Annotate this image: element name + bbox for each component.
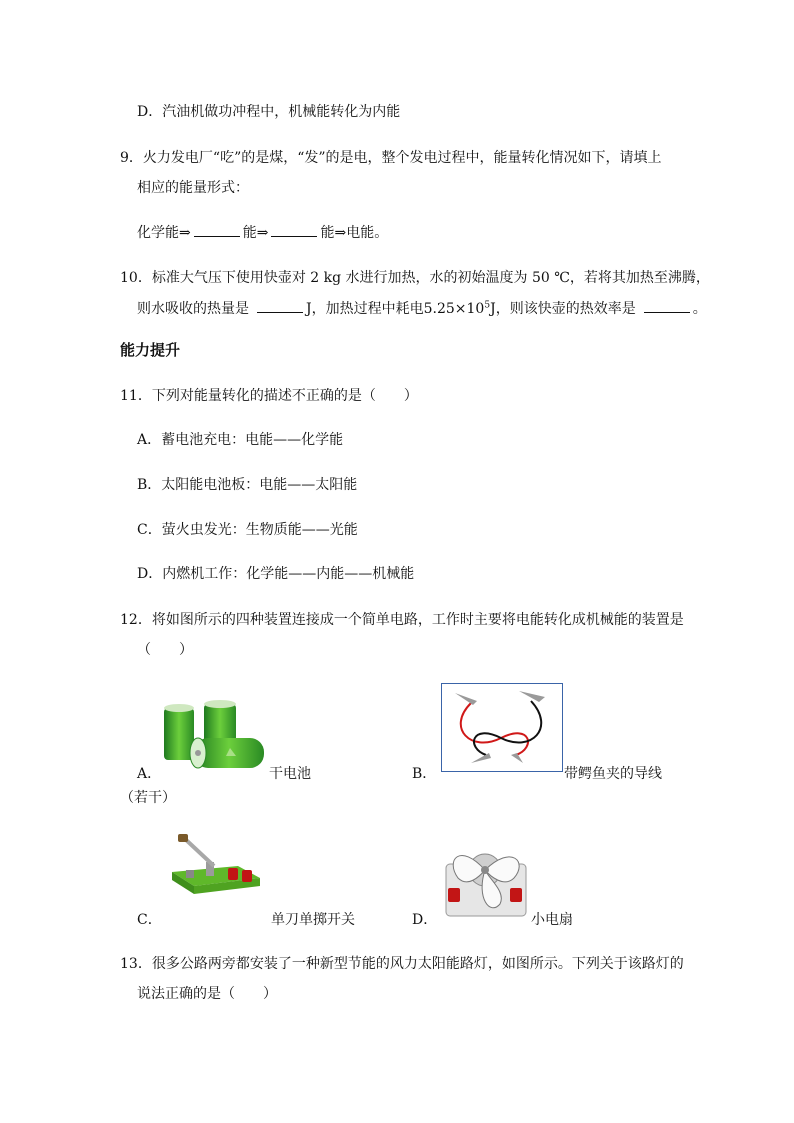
section-title: 能力提升 [120,341,181,359]
switch-handle [178,834,188,842]
q10-seg3: J，则该快壶的热效率是 [490,301,636,317]
q12-caption-d: 小电扇 [531,912,573,928]
q9-answer-line [137,222,388,243]
battery-image [160,698,268,774]
q10-seg4: 。 [692,301,707,317]
q12-caption-c: 单刀单掷开关 [271,912,355,928]
q10-seg1: 则水吸收的热量是 [137,301,249,317]
q13-stem-line2: 说法正确的是（ ） [137,986,277,1002]
q12-label-a: A． [137,766,162,782]
q9-seg1: 化学能⇒ [137,225,191,241]
fan-terminal-2 [510,888,522,902]
q12-label-c: C． [137,912,162,928]
q11-option-c: C．萤火虫发光：生物质能——光能 [137,522,358,538]
q9-blank-2[interactable] [271,222,317,237]
q9-seg3: 能⇒电能。 [320,225,389,241]
switch-terminal-red-1 [228,868,238,880]
fan-image [440,840,530,920]
q9-seg2: 能⇒ [242,225,269,241]
q10-blank-2[interactable] [644,298,690,313]
q12-caption-a: 干电池 [269,766,311,782]
q9-stem-line2: 相应的能量形式： [137,180,249,196]
q10-blank-1[interactable] [257,298,303,313]
battery-cell-1 [164,708,194,760]
switch-image [166,832,264,898]
wires-image [441,683,563,772]
q10-exponent: 5 [484,300,491,311]
q10-seg2: J，加热过程中耗电5.25×10 [306,301,485,317]
switch-terminal-1 [186,870,194,878]
switch-blade [184,838,214,866]
q12-label-d: D． [412,912,438,928]
q12-stem-line1: 12．将如图所示的四种装置连接成一个简单电路，工作时主要将电能转化成机械能的装置是 [120,612,684,628]
q10-stem-line1: 10．标准大气压下使用快壶对 2 kg 水进行加热，水的初始温度为 50 ℃，若将其加热至沸腾， [120,270,710,286]
q9-stem-line1: 9．火力发电厂“吃”的是煤，“发”的是电，整个发电过程中，能量转化情况如下，请填上 [120,150,662,166]
q11-option-d: D．内燃机工作：化学能——内能——机械能 [137,566,415,582]
fan-terminal-1 [448,888,460,902]
q12-caption-b: 带鳄鱼夹的导线 [564,766,662,782]
q11-option-a: A．蓄电池充电：电能——化学能 [137,432,344,448]
q11-stem: 11．下列对能量转化的描述不正确的是（ ） [120,388,418,404]
q12-label-b: B． [412,766,437,782]
q13-stem-line1: 13．很多公路两旁都安装了一种新型节能的风力太阳能路灯，如图所示。下列关于该路灯的 [120,956,684,972]
switch-terminal-red-2 [242,870,252,882]
q11-option-b: B．太阳能电池板：电能——太阳能 [137,477,358,493]
q12-stem-line2: （ ） [137,642,193,658]
q8-option-d: D．汽油机做功冲程中，机械能转化为内能 [137,104,401,120]
q10-stem-line2 [137,298,707,319]
q12-caption-b-line2: （若干） [120,790,176,806]
q9-blank-1[interactable] [194,222,240,237]
